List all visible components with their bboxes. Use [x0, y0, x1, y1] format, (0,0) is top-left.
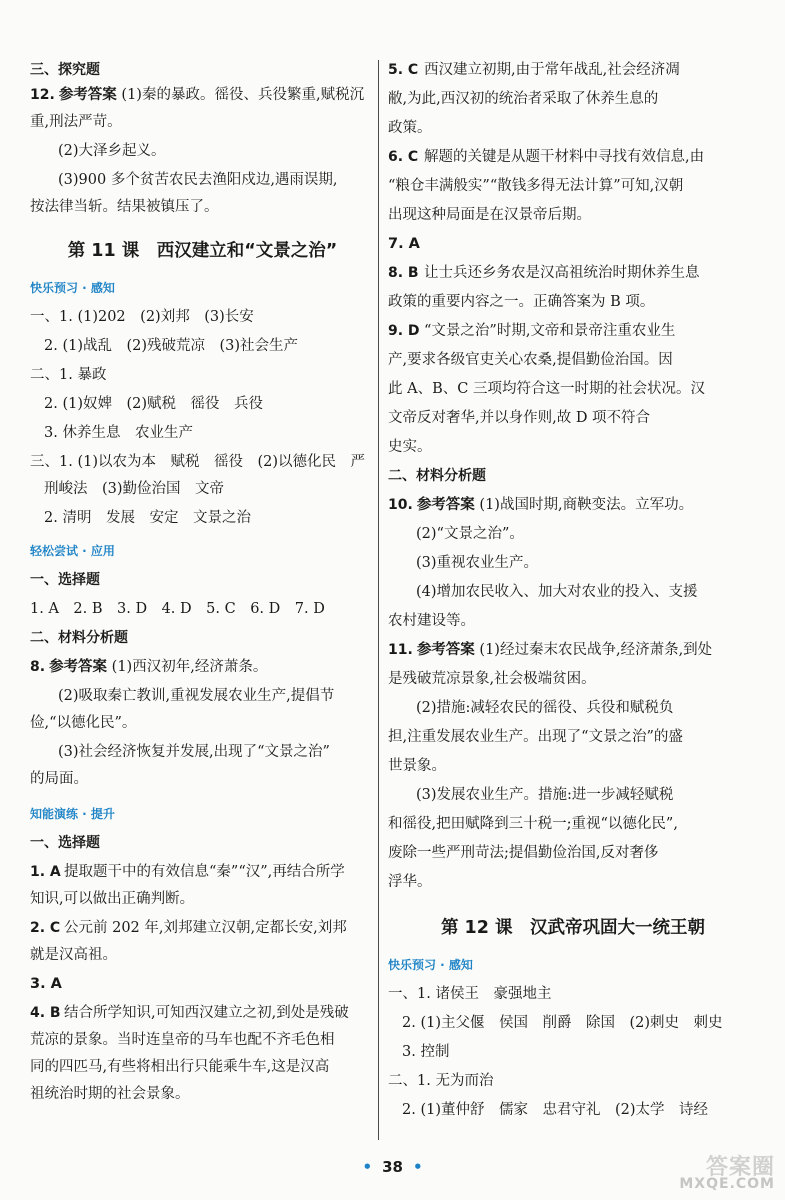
explanation-1: [30, 864, 375, 881]
answer-line: 2. 清明 发展 安定 文景之治: [44, 510, 251, 526]
answer-label: 参考答案: [416, 642, 475, 658]
explanation-2: [30, 920, 375, 937]
explanation-text: 史实。: [388, 439, 432, 455]
explanation-5: [388, 62, 758, 79]
watermark-url: MXQE.COM: [679, 1176, 775, 1192]
explanation-text: 祖统治时期的社会景象。: [30, 1086, 190, 1102]
watermark-logo: 答案圈: [705, 1155, 775, 1180]
explanation-text: 就是汉高祖。: [30, 947, 117, 963]
lesson-title: 第 12 课 汉武帝巩固大一统王朝: [440, 918, 706, 938]
question-number: 8. B: [388, 265, 419, 281]
answer-line: 三、1. (1)以农为本 赋税 徭役 (2)以德化民 严: [30, 454, 366, 470]
answer-text: 担,注重发展农业生产。出现了“文景之治”的盛: [388, 729, 683, 745]
answer-line: 一、1. 诸侯王 豪强地主: [388, 986, 552, 1002]
answer-text: 浮华。: [388, 874, 432, 890]
page-number: 38: [382, 1158, 403, 1176]
answer-text: 俭,“以德化民”。: [30, 715, 137, 731]
section-heading: 一、选择题: [30, 572, 100, 588]
answer-line: 2. (1)主父偃 侯国 削爵 除国 (2)刺史 刺史: [402, 1015, 723, 1031]
explanation-6: [388, 149, 758, 166]
question-number: 11.: [388, 642, 413, 658]
answer-text: (2)吸取秦亡教训,重视发展农业生产,提倡节: [58, 688, 335, 704]
explanation-text: 政策。: [388, 120, 432, 136]
explanation-4: [30, 1005, 375, 1022]
section-heading: 二、材料分析题: [30, 630, 128, 646]
explanation-text: 解题的关键是从题干材料中寻找有效信息,由: [424, 149, 705, 165]
question-number: 5. C: [388, 62, 419, 78]
question-number: 8.: [30, 659, 46, 675]
explanation-text: 政策的重要内容之一。正确答案为 B 项。: [388, 294, 655, 310]
answer-q12: [30, 87, 375, 104]
question-number: 1. A: [30, 864, 61, 880]
explanation-text: 公元前 202 年,刘邦建立汉朝,定都长安,刘邦: [64, 920, 347, 936]
question-number: 9. D: [388, 323, 420, 339]
answer-line: 3. A: [30, 976, 62, 992]
explanation-8: [388, 265, 758, 282]
answer-text: 世景象。: [388, 758, 446, 774]
section-heading: 二、材料分析题: [388, 468, 486, 484]
subsection-heading: 快乐预习 · 感知: [388, 958, 473, 972]
subsection-heading: 快乐预习 · 感知: [30, 281, 115, 295]
section-heading: 三、探究题: [30, 62, 100, 78]
answer-line: 刑峻法 (3)勤俭治国 文帝: [44, 481, 225, 497]
answer-line: 二、1. 暴政: [30, 367, 107, 383]
explanation-text: 产,要求各级官吏关心农桑,提倡勤俭治国。因: [388, 352, 673, 368]
answer-line: 二、1. 无为而治: [388, 1073, 494, 1089]
answer-line: 2. (1)奴婢 (2)赋税 徭役 兵役: [44, 396, 264, 412]
watermark: [679, 1155, 775, 1192]
lesson-title: 第 11 课 西汉建立和“文景之治”: [67, 241, 338, 261]
explanation-text: “文景之治”时期,文帝和景帝注重农业生: [424, 323, 676, 339]
answer-line: 3. 休养生息 农业生产: [44, 425, 193, 441]
answer-text: 的局面。: [30, 771, 88, 787]
answer-text: (1)西汉初年,经济萧条。: [111, 659, 268, 675]
answer-text: 是残破荒凉景象,社会极端贫困。: [388, 671, 596, 687]
right-column: [388, 62, 758, 1119]
answer-text: (3)重视农业生产。: [416, 555, 539, 571]
question-number: 6. C: [388, 149, 419, 165]
question-number: 4. B: [30, 1005, 61, 1021]
explanation-text: “粮仓丰满般实”“散钱多得无法计算”可知,汉朝: [388, 178, 684, 194]
explanation-text: 西汉建立初期,由于常年战乱,社会经济凋: [424, 62, 680, 78]
answer-text: 和徭役,把田赋降到三十税一;重视“以德化民”,: [388, 816, 678, 832]
explanation-text: 同的四匹马,有些将相出行只能乘牛车,这是汉高: [30, 1059, 330, 1075]
answer-text: (3)社会经济恢复并发展,出现了“文景之治”: [58, 744, 330, 760]
answer-label: 参考答案: [49, 659, 108, 675]
answer-text: (3)900 多个贫苦农民去渔阳戍边,遇雨误期,: [58, 172, 338, 188]
explanation-text: 此 A、B、C 三项均符合这一时期的社会状况。汉: [388, 381, 705, 397]
answer-text: (2)大泽乡起义。: [58, 143, 166, 159]
answer-text: 农村建设等。: [388, 613, 475, 629]
question-number: 12.: [30, 87, 55, 103]
section-heading: 一、选择题: [30, 835, 100, 851]
explanation-text: 提取题干中的有效信息“秦”“汉”,再结合所学: [64, 864, 345, 880]
page-footer: [0, 1155, 785, 1180]
answer-text: 废除一些严刑苛法;提倡勤俭治国,反对奢侈: [388, 845, 659, 861]
explanation-text: 敝,为此,西汉初的统治者采取了休养生息的: [388, 91, 659, 107]
explanation-9: [388, 323, 758, 340]
subsection-heading: 轻松尝试 · 应用: [30, 544, 115, 558]
answer-line: 7. A: [388, 236, 420, 252]
answer-text: (2)“文景之治”。: [416, 526, 524, 542]
answer-text: (4)增加农民收入、加大对农业的投入、支援: [416, 584, 698, 600]
answer-q11: [388, 642, 758, 659]
subsection-heading: 知能演练 · 提升: [30, 807, 115, 821]
explanation-text: 知识,可以做出正确判断。: [30, 891, 195, 907]
answer-text: (3)发展农业生产。措施:进一步减轻赋税: [416, 787, 674, 803]
footer-dot: •: [362, 1158, 373, 1176]
explanation-text: 出现这种局面是在汉景帝后期。: [388, 207, 591, 223]
answer-line: 2. (1)战乱 (2)残破荒凉 (3)社会生产: [44, 338, 299, 354]
answer-line: 3. 控制: [402, 1044, 450, 1060]
question-number: 2. C: [30, 920, 61, 936]
answer-label: 参考答案: [58, 87, 117, 103]
answer-text: (1)秦的暴政。徭役、兵役繁重,赋税沉: [121, 87, 365, 103]
answer-line: 一、1. (1)202 (2)刘邦 (3)长安: [30, 309, 254, 325]
column-divider: [378, 60, 379, 1140]
answer-text: (1)战国时期,商鞅变法。立军功。: [479, 497, 694, 513]
explanation-text: 结合所学知识,可知西汉建立之初,到处是残破: [64, 1005, 349, 1021]
answer-text: (2)措施:减轻农民的徭役、兵役和赋税负: [416, 700, 674, 716]
answer-text: 按法律当斩。结果被镇压了。: [30, 199, 219, 215]
explanation-text: 文帝反对奢华,并以身作则,故 D 项不符合: [388, 410, 651, 426]
answer-line: 1. A 2. B 3. D 4. D 5. C 6. D 7. D: [30, 601, 325, 617]
answer-text: (1)经过秦末农民战争,经济萧条,到处: [479, 642, 713, 658]
explanation-text: 荒凉的景象。当时连皇帝的马车也配不齐毛色相: [30, 1032, 335, 1048]
answer-line: 2. (1)董仲舒 儒家 忠君守礼 (2)太学 诗经: [402, 1102, 709, 1118]
answer-q8: [30, 659, 375, 676]
question-number: 10.: [388, 497, 413, 513]
left-column: [30, 62, 375, 1103]
footer-dot: •: [412, 1158, 423, 1176]
answer-label: 参考答案: [416, 497, 475, 513]
answer-text: 重,刑法严苛。: [30, 114, 122, 130]
answer-q10: [388, 497, 758, 514]
explanation-text: 让士兵还乡务农是汉高祖统治时期休养生息: [424, 265, 700, 281]
